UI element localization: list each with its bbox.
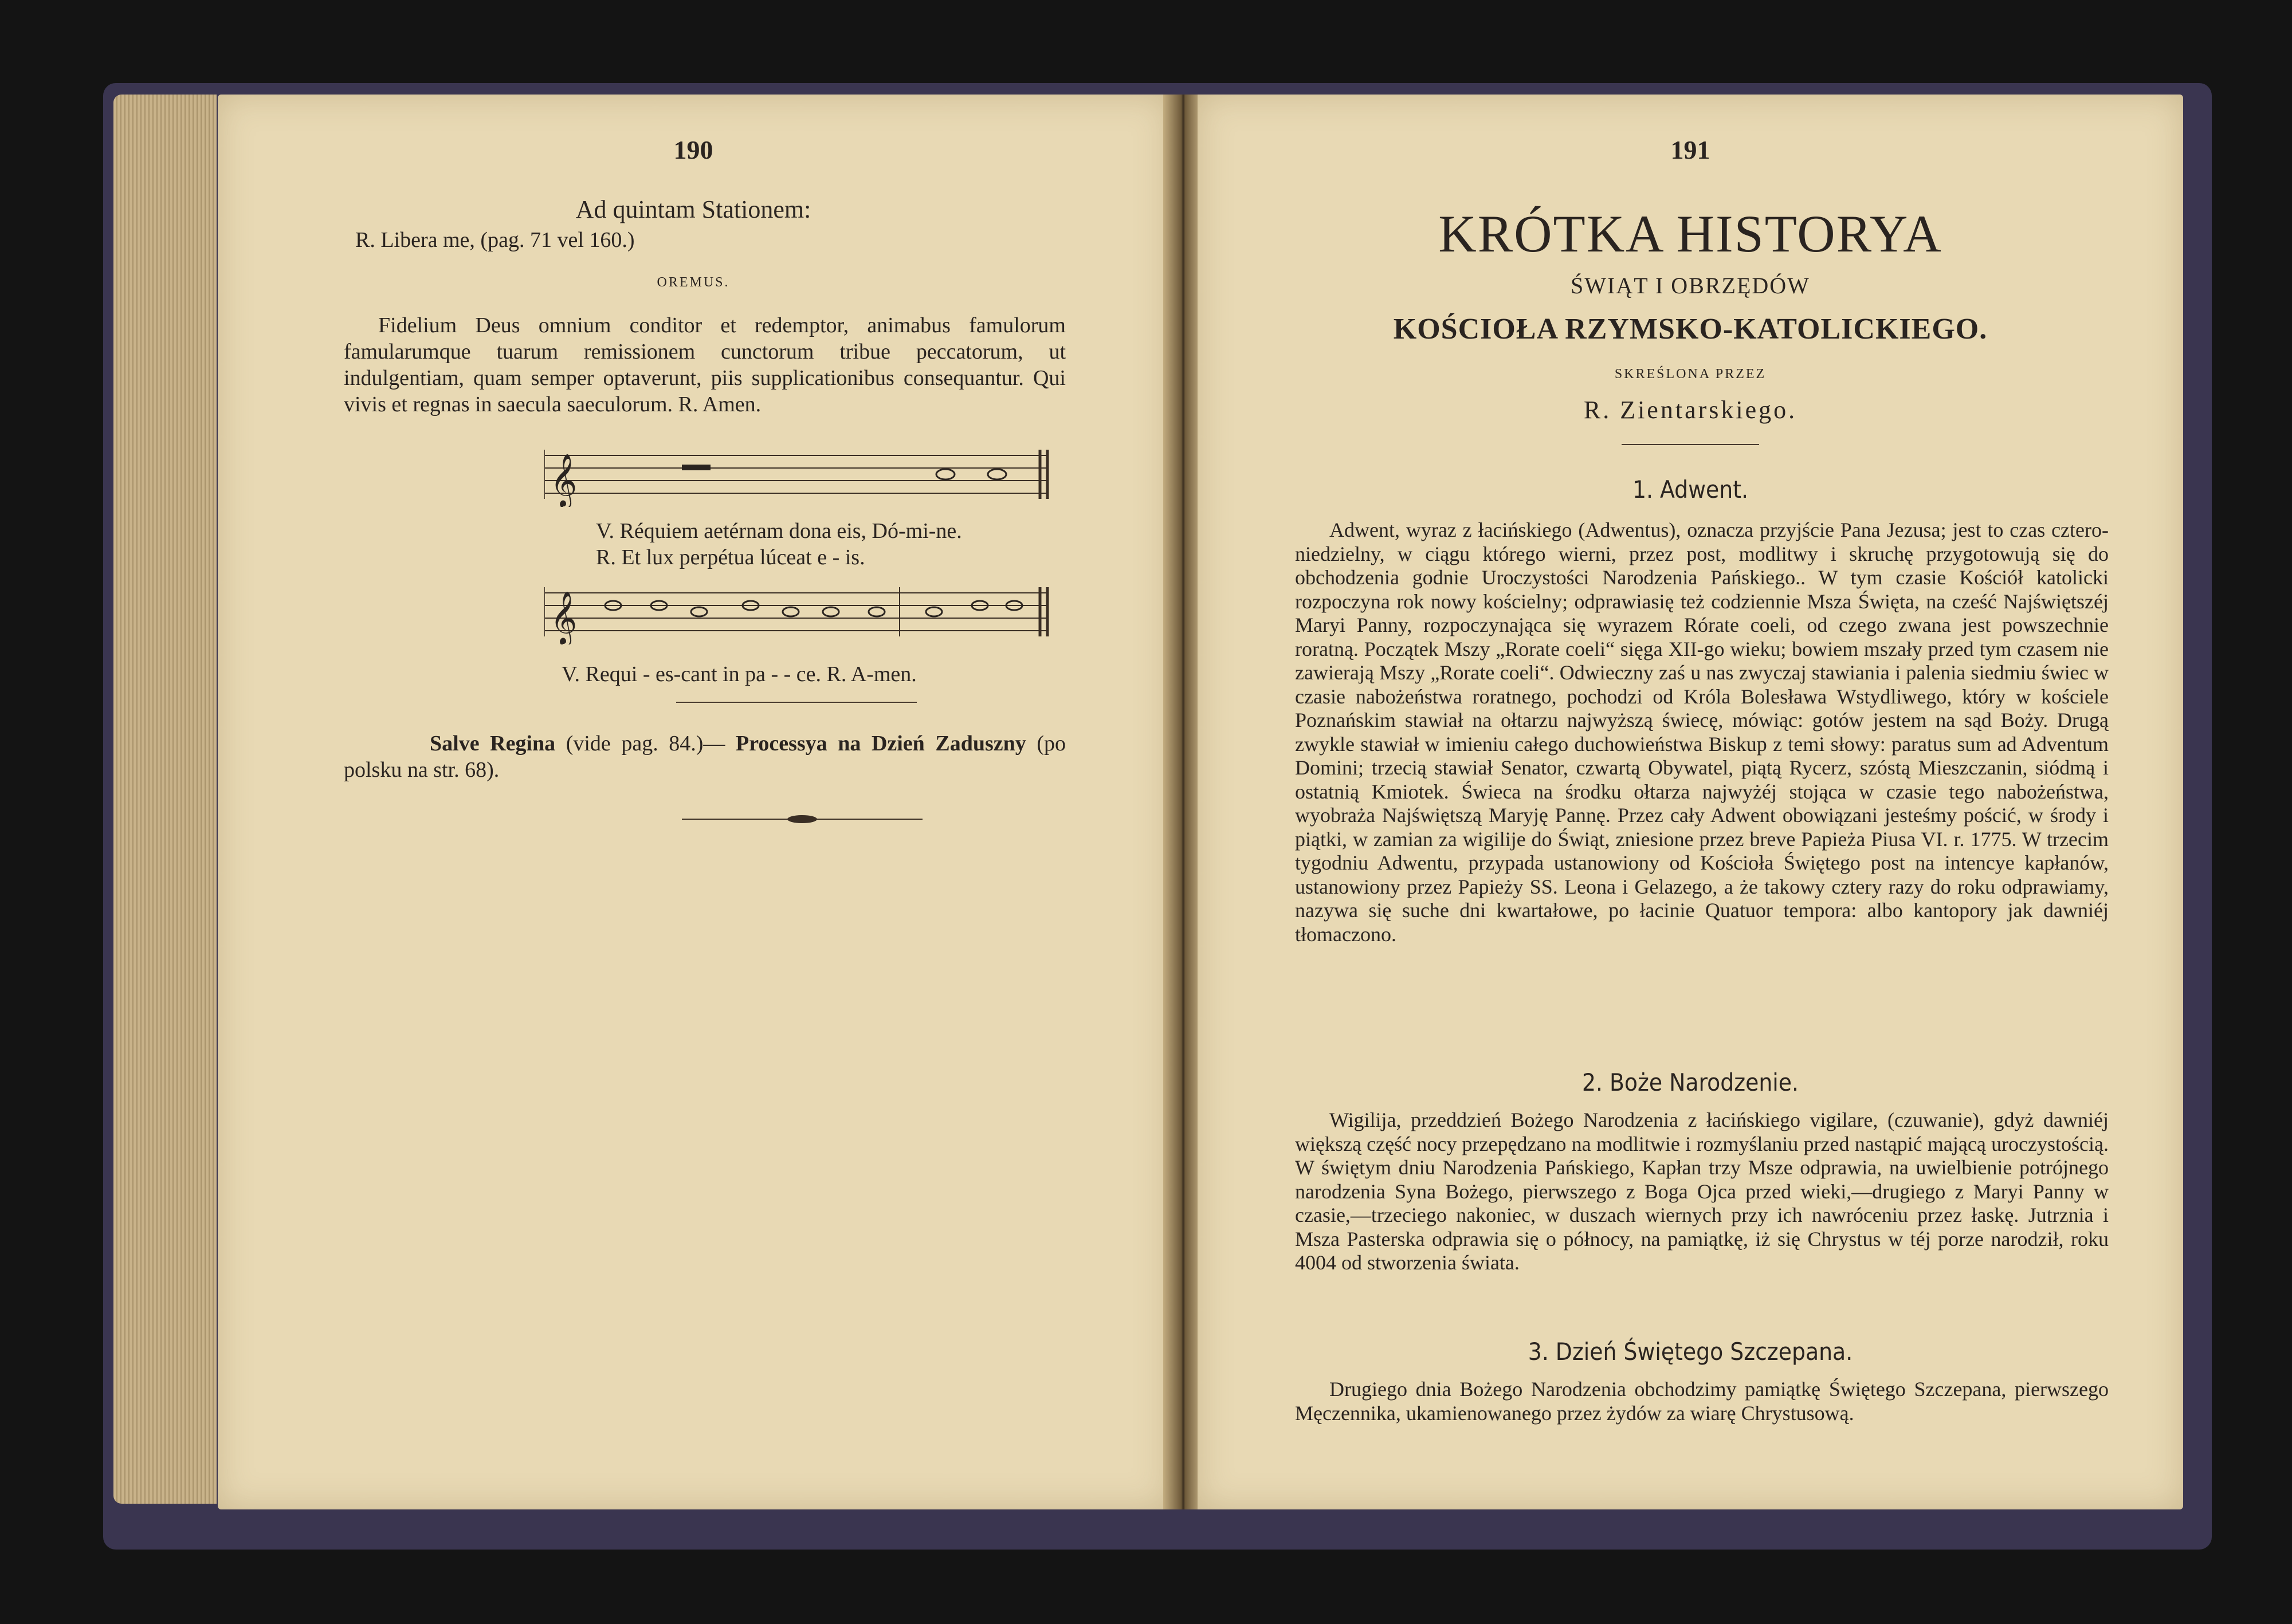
author-name: R. Zientarskiego. — [1583, 396, 1798, 424]
station-heading: Ad quintam Stationem: — [575, 195, 811, 223]
response-line: R. Libera me, (pag. 71 vel 160.) — [355, 228, 635, 252]
page-edges — [113, 95, 217, 1504]
svg-text:𝄞: 𝄞 — [550, 591, 578, 644]
section-heading-boze-narodzenie: 2. Boże Narodzenie. — [1581, 1068, 1799, 1096]
left-page — [218, 95, 1169, 1509]
divider-rule — [676, 702, 917, 703]
left-page-number: 190 — [673, 135, 713, 164]
section-heading-adwent: 1. Adwent. — [1632, 475, 1749, 504]
section-heading-szczepan: 3. Dzień Świętego Szczepana. — [1528, 1338, 1853, 1366]
right-page — [1198, 95, 2183, 1509]
music-staff-2 — [544, 581, 1060, 644]
section-text-adwent: Adwent, wyraz z łacińskiego (Adwentus), oznacza przyjście Pana Jezusa; jest to czas cztero-niedzielny, w ciągu którego wierni, przez post, modlitwy i skruchę przygotowują się do obchodzenia godnie Uroczystości Narodzenia Pańskiego.. W tym czasie Kościół katolicki rozpoczyna rok nowy kościelny; odprawiasię też codziennie Msza Święta, na cześć Najświętszéj Maryi Panny, rozpoczynająca się wyrazem Rórate coeli, od czego zwana jest powszechnie roratną. Początek Mszy „Rorate coeli“ sięga XII-go wieku; bowiem mszały przed tym czasem nie zawierają Mszy „Rorate coeli“. Odwieczny zaś u nas zwyczaj stawiania i palenia siedmiu świec w czasie nabożeństwa roratnego, pochodzi od Króla Bolesława Wstydliwego, który w kościele Poznańskim stawiał na ołtarzu najwyższą świecę, mówiąc: gotów jestem na sąd Boży. Drugą zwykle stawiał w imieniu całego duchowieństwa Biskup z temi słowy: paratus sum ad Adventum Domini; trzecią stawiał Senator, czwartą Obywatel, piątą Rycerz, szóstą Mieszczanin, siódmą i ostatnią Kmiotek. Świeca na środku ołtarza najwyżéj stojąca w czasie tego nabożeństwa, wyobraża Najświętszą Maryję Pannę. Przez cały Adwent obowiązani jesteśmy pościć, w środy i piątki, w zamian za wigilije do Świąt, zniesione przez breve Papieża Piusa VI. r. 1775. W trzecim tygodniu Adwentu, przypada ustanowiony od Kościoła Świętego post na intencye kapłanów, ustanowiony przez Papieży SS. Leona i Gelazego, a że takowy cztery razy do roku odprawiamy, nazywa się suche dni kwartałowe, po łacinie Quatuor tempora: albo kantopory jak dawniéj tłomaczono. — [1295, 518, 2109, 946]
salve-reference: (vide pag. 84.)— — [555, 732, 736, 756]
section-text-szczepan: Drugiego dnia Bożego Narodzenia obchodzimy pamiątkę Świętego Szczepana, pierwszego Męczennika, ukamienowanego przez żydów za wiarę Chrystusową. — [1295, 1378, 2109, 1425]
oremus-label: OREMUS. — [657, 275, 730, 290]
salve-end: (po polsku na str. 68). — [344, 732, 1066, 782]
salve-paragraph — [344, 730, 1066, 783]
book-title: KRÓTKA HISTORYA — [1438, 205, 1942, 263]
music-staff-1 — [544, 444, 1060, 507]
subtitle-2: KOŚCIOŁA RZYMSKO-KATOLICKIEGO. — [1393, 313, 1988, 345]
ornament-divider — [682, 811, 923, 828]
title-rule — [1622, 444, 1759, 445]
right-page-number: 191 — [1670, 135, 1710, 164]
section-text-boze-narodzenie: Wigilija, przeddzień Bożego Narodzenia z łacińskiego vigilare, (czuwanie), gdyż dawniéj większą część nocy przepędzano na modlitwie i rozmyślaniu przed nastąpić mającą uroczystością. W świętym dniu Narodzenia Pańskiego, Kapłan trzy Msze odprawia, na uwielbienie potrójnego narodzenia Syna Bożego, pierwszego z Boga Ojca przed wieki,—drugiego z Maryi Panny w czasie,—trzeciego nakoniec, w duszach wiernych przy ich nawróceniu przez łaskę. Jutrznia i Msza Pasterska odprawia się o północy, na pamiątkę, iż się Chrystus w téj porze narodził, roku 4004 od stworzenia świata. — [1295, 1108, 2109, 1274]
chant-line-1: V. Réquiem aetérnam dona eis, Dó-mi-ne. — [596, 519, 962, 543]
salve-regina-title: Salve Regina — [430, 732, 556, 756]
svg-text:𝄞: 𝄞 — [550, 453, 578, 506]
open-book — [103, 83, 2212, 1550]
processya-title: Processya na Dzień Zaduszny — [735, 732, 1026, 756]
by-label: SKREŚLONA PRZEZ — [1614, 367, 1767, 382]
prayer-text: Fidelium Deus omnium conditor et redemptor, animabus famulorum famularumque tuarum remissionem cunctorum tribue peccatorum, ut indulgentiam, quam semper optaverunt, piis supplicationibus consequantur. Qui vivis et regnas in saecula saeculorum. R. Amen. — [344, 313, 1066, 416]
chant-line-2: R. Et lux perpétua lúceat e - is. — [596, 545, 865, 569]
subtitle-1: ŚWIĄT I OBRZĘDÓW — [1571, 273, 1810, 298]
chant-line-3: V. Requi - es-cant in pa - - ce. R. A-men. — [562, 662, 917, 686]
